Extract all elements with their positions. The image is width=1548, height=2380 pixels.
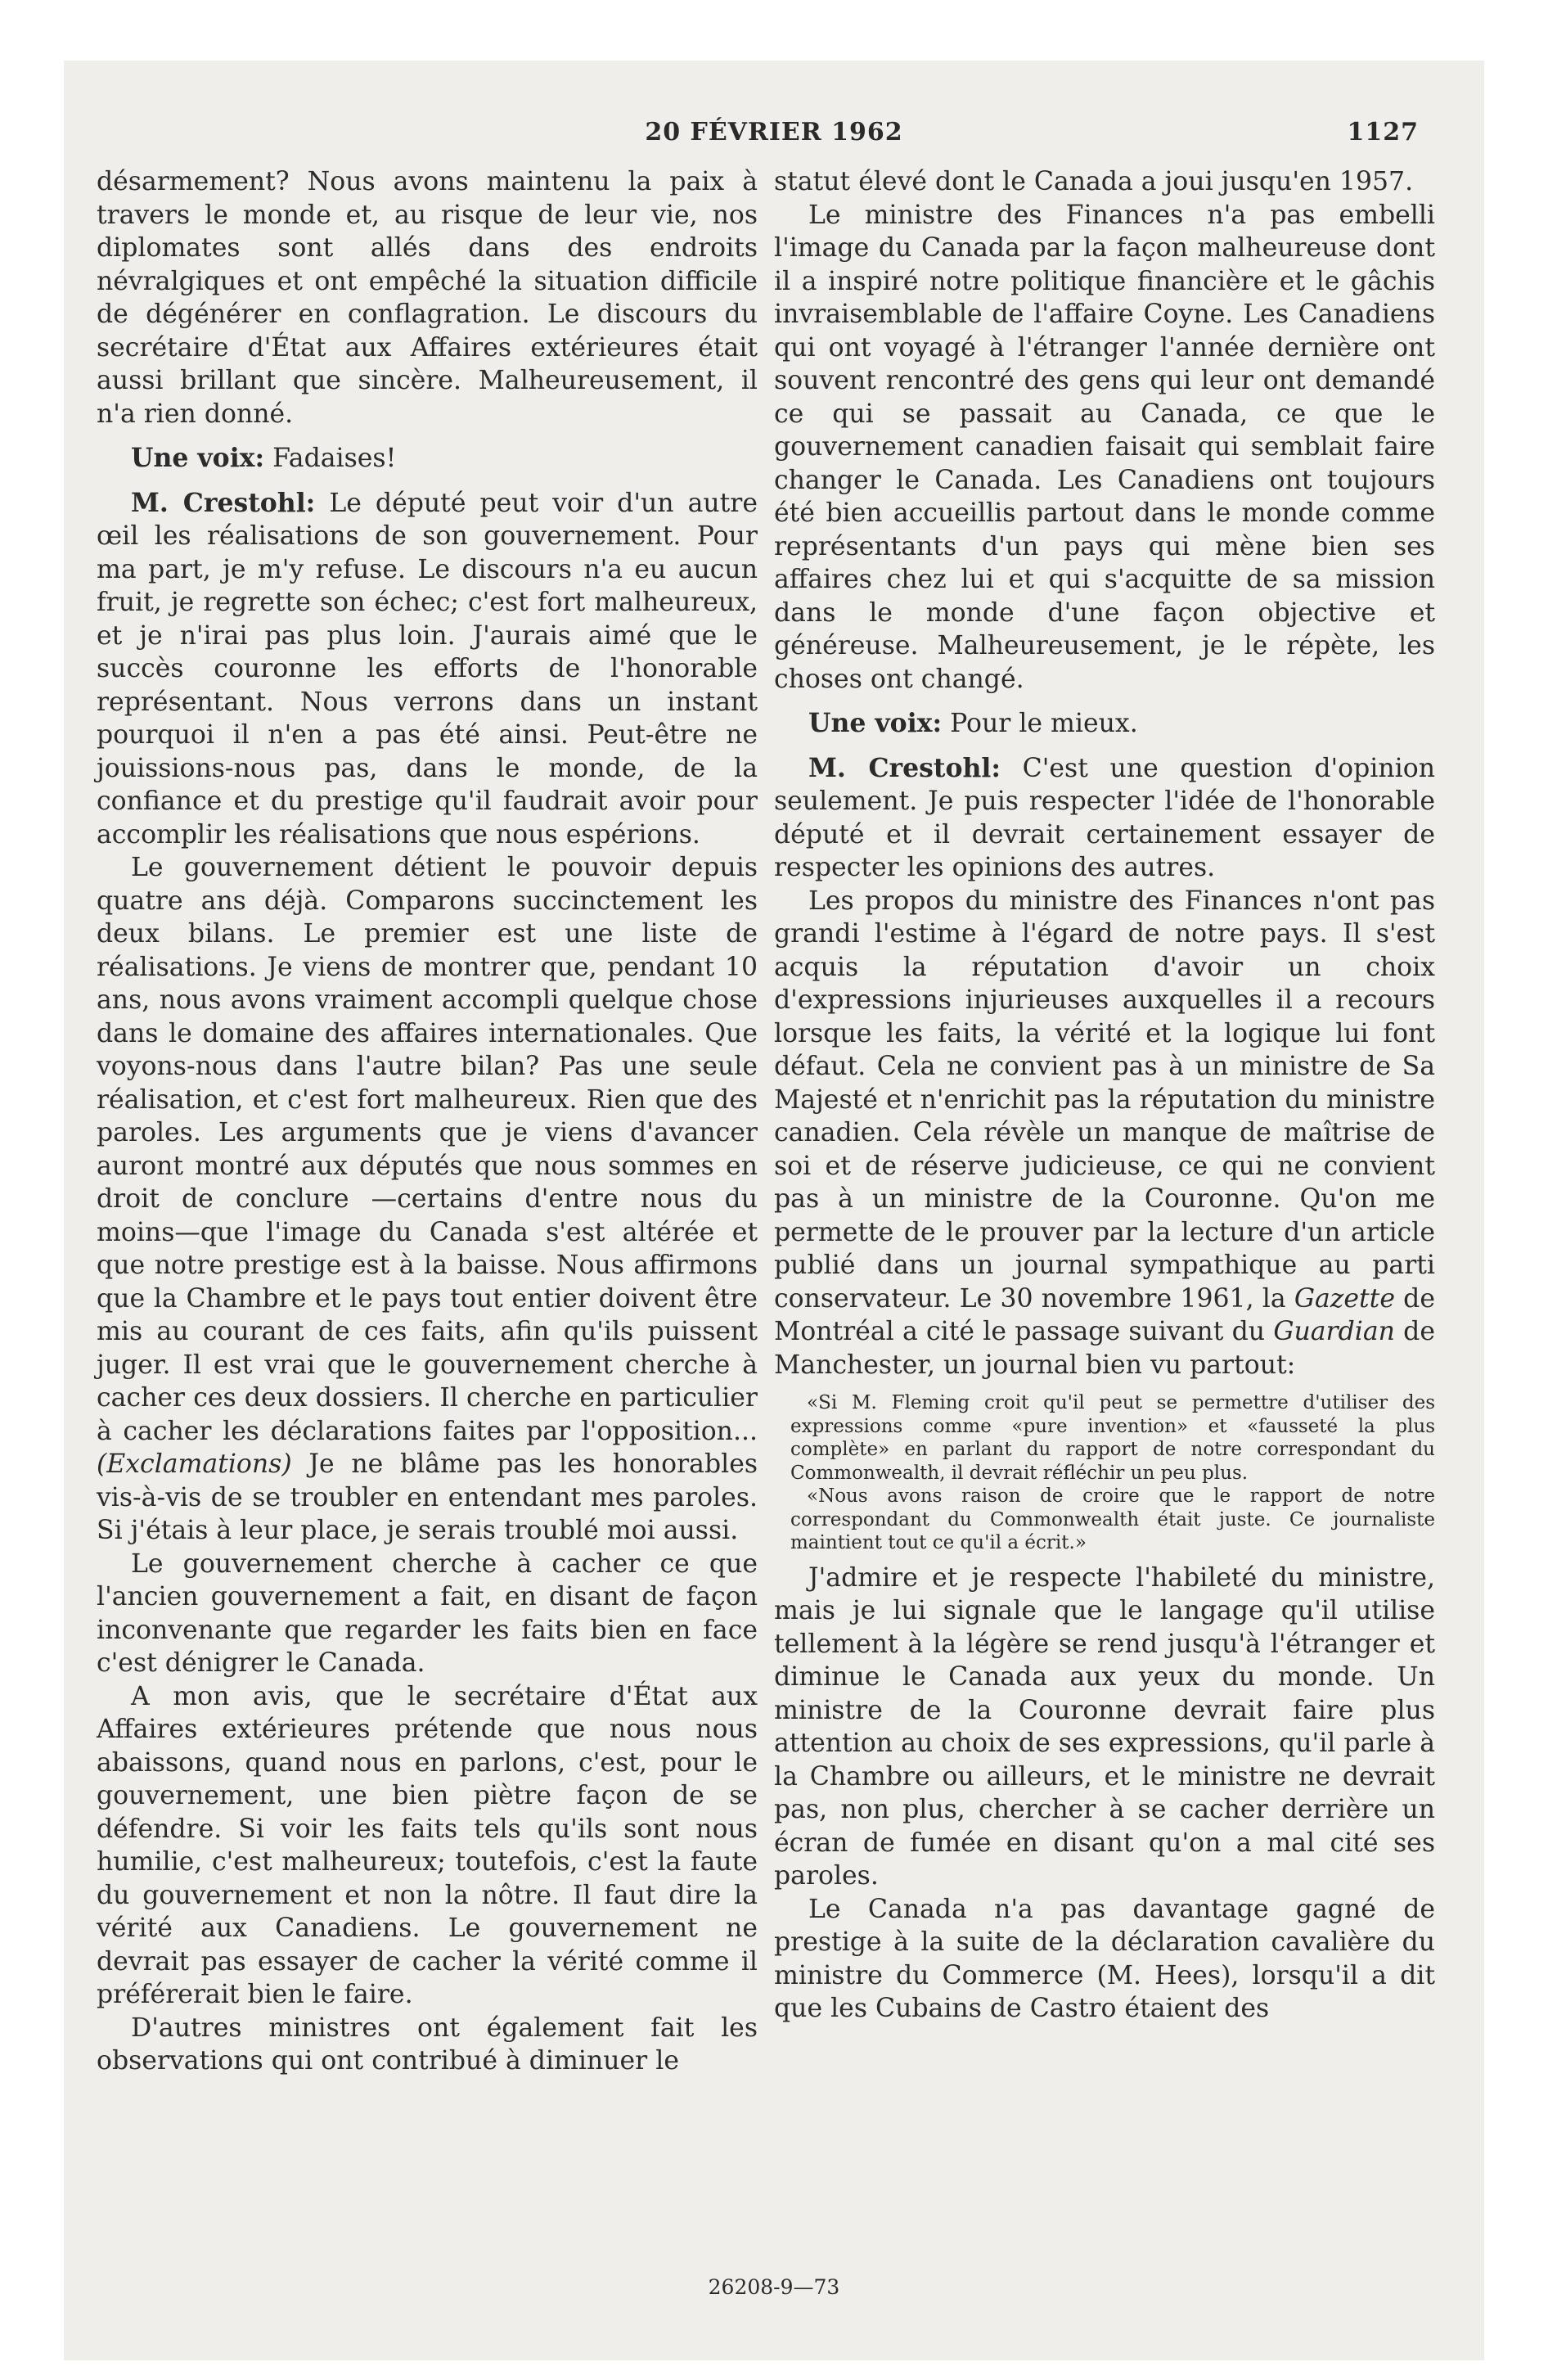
- paragraph-text: Les propos du ministre des Finances n'ont pas grandi l'estime à l'égard de notre pays. Il s'est acquis la réputation d'avoir un choix d'expressions injurieuses auxquelles il a recours lorsque les faits, la vérité et la logique lui font défaut. Cela ne convient pas à un ministre de Sa Majesté et n'enrichit pas la réputation du ministre canadien. Cela révèle un manque de maîtrise de soi et de réserve judicieuse, ce qui ne convient pas à un ministre de la Couronne. Qu'on me permette de le prouver par la lecture d'un article publié dans un journal sympathique au parti conservateur. Le 30 novembre 1961, la: [774, 886, 1435, 1314]
- left-column: [97, 165, 758, 2078]
- quote-paragraph: «Si M. Fleming croit qu'il peut se permettre d'utiliser des expressions comme «pure invention» et «fausseté la plus complète» en parlant du rapport de notre correspondant du Commonwealth, il devrait réfléchir un peu plus.: [790, 1392, 1435, 1484]
- stage-direction: (Exclamations): [97, 1449, 292, 1479]
- paragraph-text: Je ne blâme pas les honorables vis-à-vis de se troubler en entendant mes paroles. Si j'étais à leur place, je serais troublé moi aussi.: [97, 1449, 758, 1545]
- newspaper-title: Guardian: [1273, 1317, 1395, 1346]
- paragraph: Le Canada n'a pas davantage gagné de prestige à la suite de la déclaration cavalière du ministre du Commerce (M. Hees), lorsqu'il a dit que les Cubains de Castro étaient des: [774, 1894, 1435, 2023]
- speaker-name: M. Crestohl:: [808, 752, 1001, 783]
- page-number: 1127: [1347, 118, 1419, 146]
- paragraph-text: Le gouvernement détient le pouvoir depuis quatre ans déjà. Comparons succinctement les deux bilans. Le premier est une liste de réalisations. Je viens de montrer que, pendant 10 ans, nous avons vraiment accompli quelque chose dans le domaine des affaires internationales. Que voyons-nous dans l'autre bilan? Pas une seule réalisation, et c'est fort malheureux. Rien que des paroles. Les arguments que je viens d'avancer auront montré aux députés que nous sommes en droit de conclure —certains d'entre nous du moins—que l'image du Canada s'est altérée et que notre prestige est à la baisse. Nous affirmons que la Chambre et le pays tout entier doivent être mis au courant de ces faits, afin qu'ils puissent juger. Il est vrai que le gouvernement cherche à cacher ces deux dossiers. Il cherche en particulier à cacher les déclarations faites par l'opposition...: [97, 853, 758, 1446]
- interjection-text: Fadaises!: [264, 444, 397, 473]
- speech-paragraph: [774, 752, 1435, 885]
- paragraph: A mon avis, que le secrétaire d'État aux Affaires extérieures prétende que nous nous abaissons, quand nous en parlons, c'est, pour le gouvernement, une bien piètre façon de se défendre. Si voir les faits tels qu'ils sont nous humilie, c'est malheureux; toutefois, c'est la faute du gouvernement et non la nôtre. Il faut dire la vérité aux Canadiens. Le gouvernement ne devrait pas essayer de cacher la vérité comme il préférerait bien le faire.: [97, 1681, 758, 2009]
- speech-text: C'est une question d'opinion seulement. Je puis respecter l'idée de l'honorable député et il devrait certainement essayer de respecter les opinions des autres.: [774, 753, 1435, 882]
- paragraph: D'autres ministres ont également fait les observations qui ont contribué à diminuer le: [97, 2013, 758, 2076]
- interjection: [97, 442, 758, 476]
- paragraph: [774, 885, 1435, 1382]
- interjection-text: Pour le mieux.: [942, 709, 1138, 738]
- quote-paragraph: «Nous avons raison de croire que le rapport de notre correspondant du Commonwealth était juste. Ce journaliste maintient tout ce qu'il a écrit.»: [790, 1485, 1435, 1553]
- paragraph: Le ministre des Finances n'a pas embelli l'image du Canada par la façon malheureuse dont il a inspiré notre politique financière et le gâchis invraisemblable de l'affaire Coyne. Les Canadiens qui ont voyagé à l'étranger l'année dernière ont souvent rencontré des gens qui leur ont demandé ce qui se passait au Canada, ce que le gouvernement canadien faisait qui semblait faire changer le Canada. Les Canadiens ont toujours été bien accueillis partout dans le monde comme représentants d'un pays qui mène bien ses affaires chez lui et qui s'acquitte de sa mission dans le monde d'une façon objective et généreuse. Malheureusement, je le répète, les choses ont changé.: [774, 200, 1435, 694]
- paragraph: [97, 851, 758, 1548]
- paragraph-text: de Montréal a cité le passage suivant du: [774, 1283, 1435, 1346]
- header-date: 20 FÉVRIER 1962: [645, 118, 903, 146]
- speaker-name: M. Crestohl:: [131, 487, 316, 518]
- running-head: [64, 118, 1484, 151]
- paragraph: statut élevé dont le Canada a joui jusqu'en 1957.: [774, 167, 1414, 196]
- newspaper-title: Gazette: [1294, 1283, 1395, 1314]
- speech-paragraph: [97, 487, 758, 852]
- speaker-name: Une voix:: [131, 443, 265, 473]
- speech-text: Le député peut voir d'un autre œil les réalisations de son gouvernement. Pour ma part, je m'y refuse. Le discours n'a eu aucun fruit, je regrette son échec; c'est fort malheureux, et je n'irai pas plus loin. J'aurais aimé que le succès couronne les efforts de l'honorable représentant. Nous verrons dans un instant pourquoi il n'en a pas été ainsi. Peut-être ne jouissions-nous pas, dans le monde, de la confiance et du prestige qu'il faudrait avoir pour accomplir les réalisations que nous espérions.: [97, 488, 758, 850]
- interjection: [774, 707, 1435, 741]
- speaker-name: Une voix:: [808, 708, 943, 738]
- block-quote: [774, 1391, 1435, 1555]
- paragraph: J'admire et je respecte l'habileté du ministre, mais je lui signale que le langage qu'il utilise tellement à la légère se rend jusqu'à l'étranger et diminue le Canada aux yeux du monde. Un ministre de la Couronne devrait faire plus attention au choix de ses expressions, qu'il parle à la Chambre ou ailleurs, et le ministre ne devrait pas, non plus, chercher à se cacher derrière un écran de fumée en disant qu'on a mal cité ses paroles.: [774, 1562, 1435, 1891]
- paragraph-text: de Manchester, un journal bien vu partout:: [774, 1317, 1435, 1380]
- paragraph: Le gouvernement cherche à cacher ce que l'ancien gouvernement a fait, en disant de façon inconvenante que regarder les faits bien en face c'est dénigrer le Canada.: [97, 1548, 758, 1678]
- right-column: [774, 165, 1435, 2026]
- page: [64, 61, 1484, 2360]
- signature-code: 26208-9—73: [708, 2275, 840, 2299]
- paragraph: désarmement? Nous avons maintenu la paix à travers le monde et, au risque de leur vie, nos diplomates sont allés dans des endroits névralgiques et ont empêché la situation difficile de dégénérer en conflagration. Le discours du secrétaire d'État aux Affaires extérieures était aussi brillant que sincère. Malheureusement, il n'a rien donné.: [97, 167, 758, 429]
